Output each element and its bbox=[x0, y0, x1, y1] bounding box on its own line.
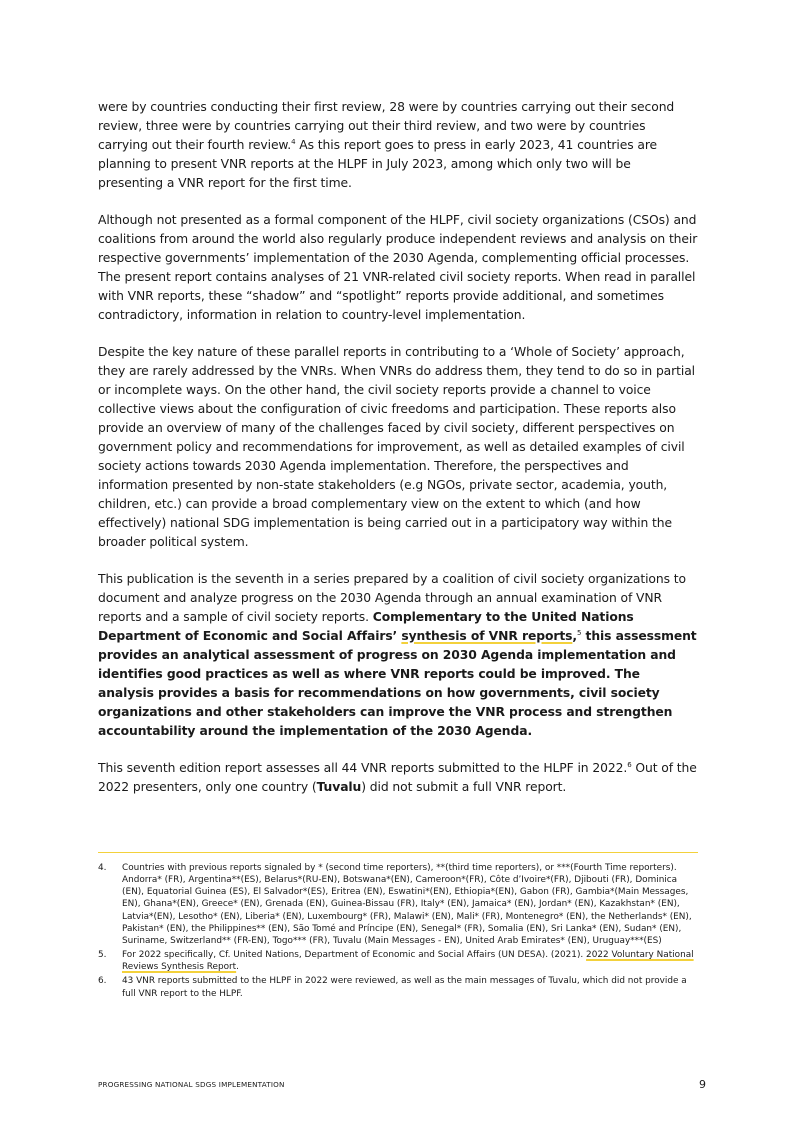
footnote-6 bbox=[98, 975, 698, 999]
footnote-5 bbox=[98, 949, 698, 973]
paragraph-5-text: This seventh edition report assesses all 44 VNR reports submitted to the HLPF in 2022. bbox=[98, 761, 628, 775]
paragraph-1 bbox=[98, 98, 698, 193]
footnote-number: 5. bbox=[98, 950, 107, 961]
paragraph-1-text-cont: As this report goes to press in early 2023, 41 countries are planning to present VNR reports at the HLPF in July 2023, among which only two will be presenting a VNR report for the first time. bbox=[98, 138, 658, 190]
footnote-5-text: For 2022 specifically, Cf. United Nations, Department of Economic and Social Affairs (UN DESA). (2021). bbox=[122, 950, 587, 961]
paragraph-5 bbox=[98, 759, 698, 797]
footnote-text bbox=[122, 949, 698, 973]
paragraph-3: Despite the key nature of these parallel reports in contributing to a ‘Whole of Society’ approach, they are rarely addressed by the VNRs. When VNRs do address them, they tend to do so in partial or incomplete ways. On the other hand, the civil society reports provide a channel to voice collective views about the configuration of civic freedoms and participation. These reports also provide an overview of many of the challenges faced by civil society, different perspectives on government policy and recommendations for improvement, as well as detailed examples of civil society actions towards 2030 Agenda implementation. Therefore, the perspectives and information presented by non-state stakeholders (e.g NGOs, private sector, academia, youth, children, etc.) can provide a broad complementary view on the extent to which (and how effectively) national SDG implementation is being carried out in a participatory way within the broader political system. bbox=[98, 345, 695, 549]
synthesis-vnr-link[interactable]: synthesis of VNR reports bbox=[401, 629, 573, 643]
footnote-ref-6[interactable]: 6 bbox=[627, 760, 632, 769]
paragraph-4 bbox=[98, 570, 698, 741]
footnote-4 bbox=[98, 862, 698, 947]
running-footer-title: PROGRESSING NATIONAL SDGS IMPLEMENTATION bbox=[98, 1080, 285, 1089]
footnote-divider bbox=[98, 852, 698, 853]
page-number: 9 bbox=[699, 1078, 706, 1091]
vnr-synthesis-report-link[interactable]: 2022 Voluntary National Reviews Synthesis Report bbox=[122, 950, 694, 973]
footnote-ref-4[interactable]: 4 bbox=[291, 137, 296, 146]
paragraph-5-text-middle: Out of the 2022 presenters, only one country ( bbox=[98, 761, 697, 794]
footnote-ref-5[interactable]: 5 bbox=[576, 628, 582, 637]
paragraph-4-bold-b: , bbox=[572, 629, 577, 643]
footnotes bbox=[98, 862, 698, 1002]
footnote-number: 4. bbox=[98, 863, 107, 873]
footnote-text: 43 VNR reports submitted to the HLPF in 2022 were reviewed, as well as the main messages of Tuvalu, which did not provide a full VNR report to the HLPF. bbox=[122, 976, 687, 999]
footnote-text: Countries with previous reports signaled by * (second time reporters), **(third time reporters), or ***(Fourth Time reporters). Andorra* (FR), Argentina**(ES), Belarus*(RU-EN), Botswana*(EN), Cameroon*(FR), Côte d’Ivoire*(FR), Djibouti (FR), Dominica (EN), Equatorial Guinea (ES), El Salvador*(ES), Eritrea (EN), Eswatini*(EN), Ethiopia*(EN), Gabon (FR), Gambia*(Main Messages, EN), Ghana*(EN), Greece* (EN), Grenada (EN), Guinea-Bissau (FR), Italy* (EN), Jamaica* (EN), Jordan* (EN), Kazakhstan* (EN), Latvia*(EN), Lesotho* (EN), Liberia* (EN), Luxembourg* (FR), Malawi* (EN), Mali* (FR), Montenegro* (EN), the Netherlands* (EN), Pakistan* (EN), the Philippines** (EN), São Tomé and Príncipe (EN), Senegal* (FR), Somalia (EN), Sri Lanka* (EN), Sudan* (EN), Suriname, Switzerland** (FR-EN), Togo*** (FR), Tuvalu (Main Messages - EN), United Arab Emirates* (EN), Uruguay***(ES) bbox=[122, 863, 692, 946]
paragraph-2: Although not presented as a formal component of the HLPF, civil society organizations (CSOs) and coalitions from around the world also regularly produce independent reviews and analysis on their respective governments’ implementation of the 2030 Agenda, complementing official processes. The present report contains analyses of 21 VNR-related civil society reports. When read in parallel with VNR reports, these “shadow” and “spotlight” reports provide additional, and sometimes contradictory, information in relation to country-level implementation. bbox=[98, 213, 698, 322]
country-tuvalu: Tuvalu bbox=[316, 780, 362, 794]
paragraph-4-text: This publication is the seventh in a series prepared by a coalition of civil society organizations to document and analyze progress on the 2030 Agenda through an annual examination of VNR reports and a sample of civil society reports. bbox=[98, 572, 686, 624]
paragraph-5-text-end: ) did not submit a full VNR report. bbox=[361, 780, 567, 794]
footnote-number: 6. bbox=[98, 976, 107, 987]
main-body bbox=[98, 98, 698, 815]
paragraph-4-bold-c: this assessment provides an analytical assessment of progress on 2030 Agenda implementation and identifies good practices as well as where VNR reports could be improved. The analysis provides a basis for recommendations on how governments, civil society organizations and other stakeholders can improve the VNR process and strengthen accountability around the implementation of the 2030 Agenda. bbox=[98, 629, 697, 738]
footnote-5-end: . bbox=[236, 962, 239, 973]
paragraph-4-bold-a: Complementary to the United Nations Department of Economic and Social Affairs’ bbox=[98, 610, 634, 643]
paragraph-1-text: were by countries conducting their first review, 28 were by countries carrying out their second review, three were by countries carrying out their third review, and two were by countries carrying out their fourth review. bbox=[98, 100, 675, 152]
